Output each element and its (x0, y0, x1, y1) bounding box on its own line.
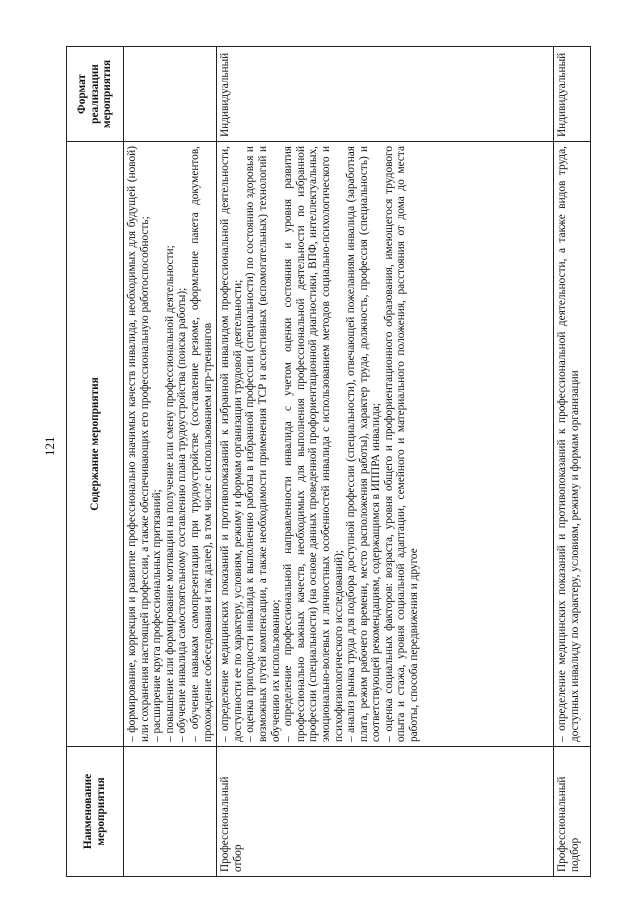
list-item: – оценка социальных факторов: возраста, уровня общего и профориентационного образования, имеющегося трудового опыта и стажа, уровня социальной адаптации, семейного и материального положения, расстояния от дома до места работы, способа передвижения и другое (383, 146, 421, 742)
header-format: Формат реализации мероприятия (67, 47, 124, 142)
row-content-cell (124, 142, 217, 747)
row-name-cell: Профессиональный отбор (217, 747, 554, 877)
page-number: 121 (42, 436, 57, 456)
header-content: Содержание мероприятия (67, 142, 124, 747)
table-row (124, 47, 217, 877)
row-format-cell: Индивидуальный (217, 47, 554, 142)
row-content-cell (217, 142, 554, 747)
row-format-cell: Индивидуальный (554, 47, 591, 142)
list-item: – определение медицинских показаний и противопоказаний к избранной инвалидом профессиональной деятельности, доступности ее по характеру, условиям, режиму и формам организации трудовой деятельности; (219, 146, 244, 742)
table-row (554, 47, 591, 877)
header-name: Наименование мероприятия (67, 747, 124, 877)
list-item: – обучение навыкам самопрезентации при трудоустройстве (составление резюме, оформление пакета документов, прохождение собеседования и так далее), в том числе с использованием игр-тренингов (189, 146, 214, 742)
list-item: – обучение инвалида самостоятельному составлению плана трудоустройства (поиска работы); (176, 146, 189, 742)
row-name-cell: Профессиональный подбор (554, 747, 591, 877)
row-content-cell (554, 142, 591, 747)
list-item: – оценка пригодности инвалида к выполнению работы в избранной профессии (специальности) по состоянию здоровья и возможных путей компенсации, а также необходимости применения ТСР и ассистивных (вспомогательных) технологий и обучению их использованию; (244, 146, 282, 742)
list-item: – определение профессиональной направленности инвалида с учетом оценки состояния и уровня развития профессионально важных качеств, необходимых для выполнения профессиональной деятельности по избранной профессии (специальности) (на основе данных проведенной профориентационной диагностики, ВПФ, интеллектуальных, эмоционально-волевых и личностных особенностей инвалида с использованием методов социально-психологического и психофизиологического исследований); (282, 146, 345, 742)
row-name-cell (124, 747, 217, 877)
table-header-row (67, 47, 124, 877)
list-item: – формирование, коррекция и развитие профессионально значимых качеств инвалида, необходимых для будущей (новой) или сохранения настоящей профессии, а также обеспечивающих его профессиональную работоспособность; (126, 146, 151, 742)
list-item: – повышение или формирование мотивации на получение или смену профессиональной деятельности; (164, 146, 177, 742)
rotated-content (66, 47, 606, 877)
list-item: – расширение круга профессиональных притязаний; (151, 146, 164, 742)
list-item: – определение медицинских показаний и противопоказаний к профессиональной деятельности, а также видов труда, доступных инвалиду по характеру, условиям, режиму и формам организации (556, 146, 581, 742)
activities-table (66, 46, 591, 877)
table-row (217, 47, 554, 877)
row-format-cell (124, 47, 217, 142)
list-item: – анализ рынка труда для подбора доступной профессии (специальности), отвечающей пожеланиям инвалида (заработная плата, режим рабочего времени, место расположения работы), характер труда, должность, профессия (специальность) и соответствующей рекомендациям, содержащимся в ИППРА инвалида; (345, 146, 383, 742)
